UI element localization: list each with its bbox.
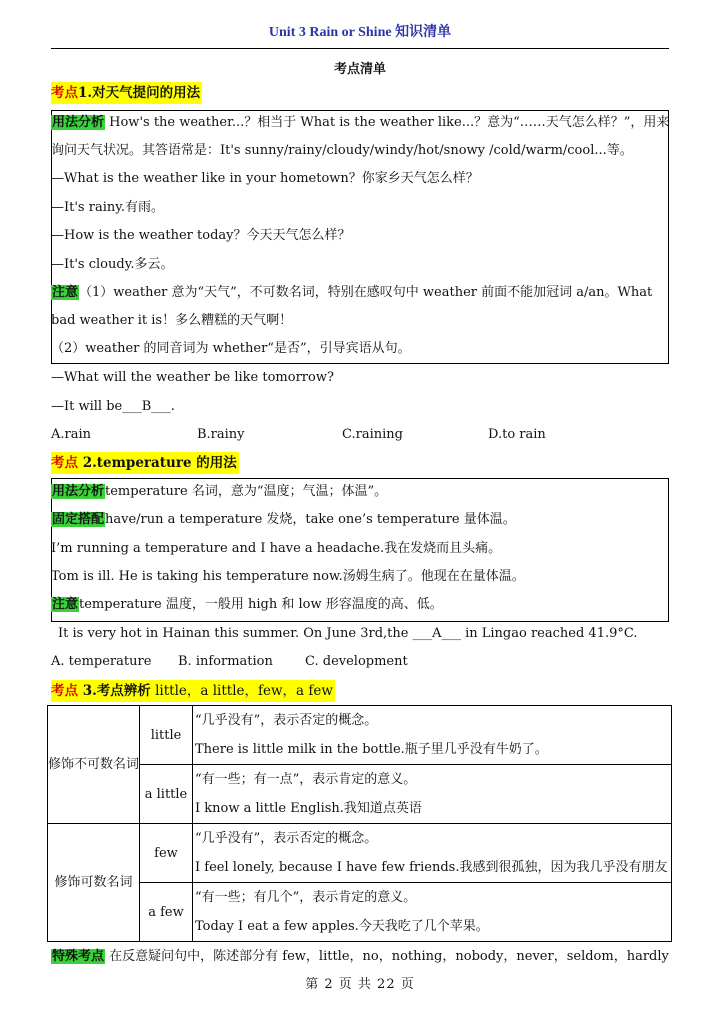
example-line: —It's cloudy.多云。 — [51, 257, 174, 272]
usage-text: How's the weather...？相当于 What is the weather like...？意为“……天气怎么样？”，用来 — [105, 115, 670, 130]
note-tag: 注意 — [52, 285, 79, 300]
note-text: （1）weather 意为“天气”，不可数名词，特别在感叹句中 weather 前面不能加冠词 a/an。What — [79, 285, 653, 300]
fixed-text: have/run a temperature 发烧，take one’s temperature 量体温。 — [105, 512, 516, 527]
option-a: A.rain — [51, 427, 92, 442]
example-text: I feel lonely, because I have few friends.我感到很孤独，因为我几乎没有朋友 — [195, 860, 668, 875]
example-text: I know a little English.我知道点英语 — [195, 801, 422, 816]
meaning-cell — [193, 824, 672, 883]
question-line: It is very hot in Hainan this summer. On June 3rd,the ___A___ in Lingao reached 41.9°C. — [58, 626, 638, 641]
usage-tag: 用法分析 — [52, 115, 105, 130]
meaning-text: “几乎没有”，表示否定的概念。 — [195, 831, 378, 846]
section-2-usage-line — [51, 482, 387, 502]
word-cell: a few — [140, 883, 193, 942]
example-line: —What is the weather like in your hometown？你家乡天气怎么样？ — [51, 171, 479, 186]
question-line: —What will the weather be like tomorrow? — [51, 370, 334, 385]
comparison-table — [47, 705, 672, 942]
meaning-cell — [193, 765, 672, 824]
special-tag: 特殊考点 — [52, 949, 105, 964]
option-a: A. temperature — [51, 654, 152, 669]
option-c: C.raining — [342, 427, 403, 442]
header-divider — [51, 48, 669, 49]
meaning-text: “有一些；有几个”，表示肯定的意义。 — [195, 890, 417, 905]
table-row — [48, 706, 672, 765]
example-text: There is little milk in the bottle.瓶子里几乎没有牛奶了。 — [195, 742, 548, 757]
question-line: —It will be___B___. — [51, 399, 175, 414]
section-2-title: 2.temperature 的用法 — [78, 455, 237, 471]
section-1-heading — [51, 82, 202, 104]
note-text-continued: bad weather it is！多么糟糕的天气啊！ — [51, 313, 293, 328]
note-line — [51, 595, 443, 615]
note-tag: 注意 — [52, 597, 79, 612]
note-line — [51, 283, 652, 303]
section-1-title: 1.对天气提问的用法 — [78, 85, 201, 101]
example-line: Tom is ill. He is taking his temperature now.汤姆生病了。他现在在量体温。 — [51, 569, 525, 584]
option-d: D.to rain — [488, 427, 546, 442]
word-cell: little — [140, 706, 193, 765]
special-point-line — [51, 947, 669, 967]
word-cell: a little — [140, 765, 193, 824]
section-3-label: 考点 — [51, 683, 78, 699]
usage-text-continued: 询问天气状况。其答语常是：It's sunny/rainy/cloudy/windy/hot/snowy /cold/warm/cool...等。 — [51, 143, 633, 158]
meaning-cell — [193, 883, 672, 942]
special-text: 在反意疑问句中，陈述部分有 few，little，no，nothing，nobody，never，seldom，hardly — [105, 949, 669, 964]
section-3-title: 3.考点辨析 — [78, 683, 151, 699]
option-b: B. information — [178, 654, 273, 669]
example-line: —How is the weather today？今天天气怎么样？ — [51, 228, 351, 243]
section-2-heading — [51, 452, 239, 474]
group-cell-countable: 修饰可数名词 — [48, 824, 140, 942]
section-1-label: 考点 — [51, 85, 78, 101]
usage-tag: 用法分析 — [52, 484, 105, 499]
example-line: —It's rainy.有雨。 — [51, 200, 164, 215]
page-subtitle: 考点清单 — [333, 62, 386, 77]
note-text: temperature 温度，一般用 high 和 low 形容温度的高、低。 — [79, 597, 443, 612]
document-header-title: Unit 3 Rain or Shine 知识清单 — [268, 25, 452, 40]
example-line: I’m running a temperature and I have a headache.我在发烧而且头痛。 — [51, 541, 502, 556]
group-cell-uncountable: 修饰不可数名词 — [48, 706, 140, 824]
section-3-heading — [51, 680, 335, 702]
option-c: C. development — [305, 654, 408, 669]
note-line: （2）weather 的同音词为 whether“是否”，引导宾语从句。 — [51, 341, 411, 356]
meaning-cell — [193, 706, 672, 765]
option-b: B.rainy — [197, 427, 245, 442]
example-text: Today I eat a few apples.今天我吃了几个苹果。 — [195, 919, 489, 934]
section-3-title-words: little，a little，few，a few — [150, 683, 333, 699]
section-2-label: 考点 — [51, 455, 78, 471]
fixed-tag: 固定搭配 — [52, 512, 105, 527]
usage-text: temperature 名词，意为“温度；气温；体温”。 — [105, 484, 388, 499]
section-1-usage-line — [51, 113, 669, 133]
page-footer: 第 2 页 共 22 页 — [305, 977, 415, 992]
table-row — [48, 765, 672, 824]
meaning-text: “几乎没有”，表示否定的概念。 — [195, 713, 378, 728]
word-cell: few — [140, 824, 193, 883]
table-row — [48, 883, 672, 942]
meaning-text: “有一些；有一点”，表示肯定的意义。 — [195, 772, 417, 787]
fixed-collocation-line — [51, 510, 516, 530]
table-row — [48, 824, 672, 883]
